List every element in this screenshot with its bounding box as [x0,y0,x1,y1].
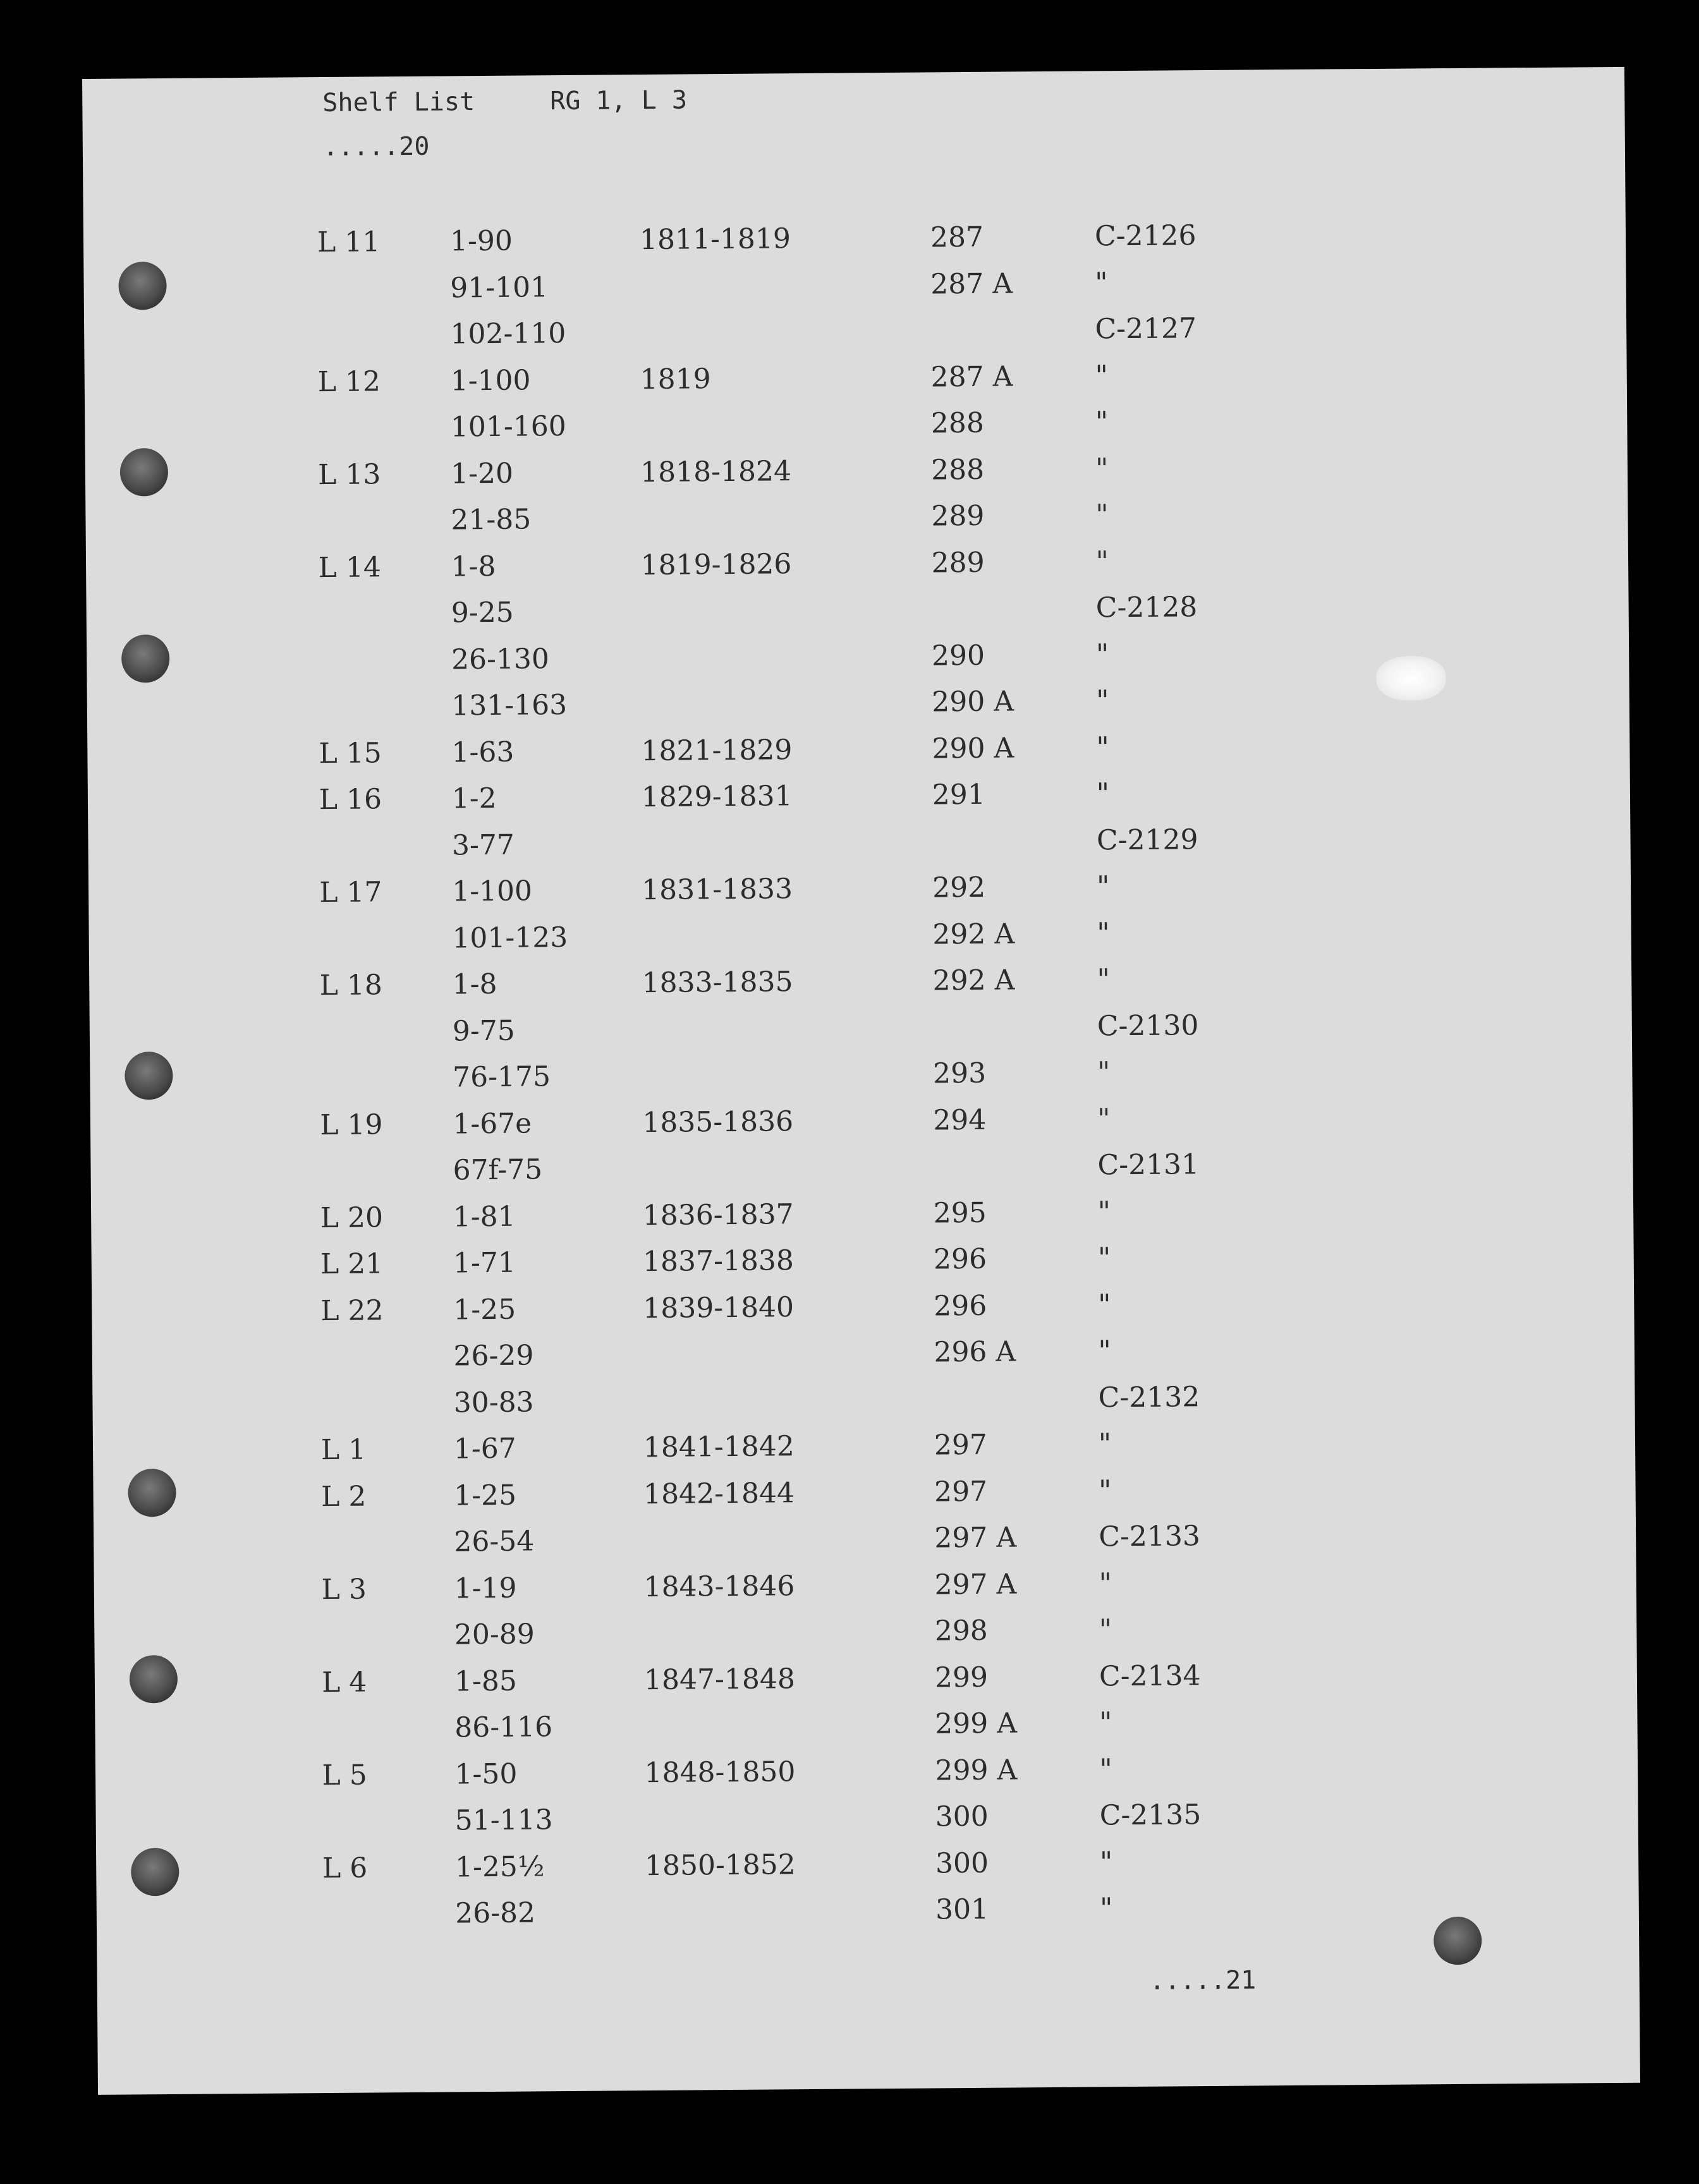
reel-cell: C-2128 [1095,591,1198,624]
punch-hole [121,634,170,683]
date-range-cell: 1848-1850 [644,1756,796,1790]
punch-hole [130,1655,178,1704]
record-group-reference: RG 1, L 3 [550,85,688,116]
item-range-cell: 26-54 [454,1525,535,1558]
volume-cell: 300 [935,1847,989,1880]
series-cell: L 14 [318,551,382,585]
volume-cell: 301 [935,1893,989,1926]
item-range-cell: 3-77 [451,828,515,862]
item-range-cell: 67f-75 [453,1153,543,1187]
item-range-cell: 131-163 [451,689,568,722]
date-range-cell: 1811-1819 [639,222,791,257]
reel-cell: C-2132 [1098,1381,1200,1414]
series-cell: L 3 [321,1573,367,1606]
item-range-cell: 9-25 [451,596,514,629]
punch-hole [120,448,169,497]
series-cell: L 20 [320,1201,384,1235]
item-range-cell: 91-101 [450,271,549,305]
item-range-cell: 1-67e [453,1107,532,1141]
volume-cell: 296 A [934,1335,1016,1369]
reel-cell: " [1097,963,1111,996]
item-range-cell: 30-83 [453,1386,534,1419]
volume-cell: 290 [931,639,985,672]
shelf-list-title: Shelf List [322,87,475,118]
item-range-cell: 1-8 [451,550,496,583]
series-cell: L 21 [320,1247,384,1281]
series-cell: L 18 [319,969,383,1002]
reel-cell: " [1097,917,1110,950]
reel-cell: " [1096,731,1109,764]
date-range-cell: 1819-1826 [640,548,792,582]
item-range-cell: 1-25 [453,1479,517,1512]
series-cell: L 2 [320,1480,367,1514]
series-cell: L 22 [320,1294,384,1328]
series-cell: L 15 [319,737,382,770]
reel-cell: " [1099,1753,1112,1786]
item-range-cell: 20-89 [454,1618,535,1651]
volume-cell: 287 A [930,360,1013,394]
item-range-cell: 26-130 [451,643,550,676]
reel-cell: " [1098,1428,1112,1460]
volume-cell: 292 A [932,964,1015,997]
reel-cell: " [1096,777,1110,810]
item-range-cell: 26-29 [453,1339,534,1373]
reel-cell: " [1095,638,1109,671]
series-cell: L 12 [317,365,381,399]
series-cell: L 16 [319,783,382,816]
reel-cell: " [1097,1056,1111,1089]
item-range-cell: 1-90 [449,224,513,258]
reel-cell: " [1099,1892,1113,1925]
item-range-cell: 1-100 [450,364,531,397]
series-cell: L 11 [317,226,381,259]
volume-cell: 296 [933,1242,987,1276]
item-range-cell: 1-19 [454,1572,517,1605]
series-cell: L 5 [322,1759,367,1792]
volume-cell: 289 [931,546,985,579]
reel-cell: C-2130 [1097,1009,1199,1043]
item-range-cell: 21-85 [451,503,532,537]
reel-cell: " [1097,1196,1111,1228]
punch-hole [125,1052,173,1100]
reel-cell: " [1095,545,1109,578]
date-range-cell: 1843-1846 [643,1570,795,1604]
reel-cell: " [1098,1335,1111,1368]
item-range-cell: 1-20 [450,457,514,490]
item-range-cell: 76-175 [452,1060,551,1094]
reel-cell: C-2135 [1099,1799,1202,1832]
reel-cell: " [1097,1242,1111,1275]
volume-cell: 299 A [935,1707,1018,1740]
volume-cell: 299 A [935,1754,1018,1787]
document-page [82,67,1640,2095]
date-range-cell: 1836-1837 [642,1198,794,1232]
date-range-cell: 1842-1844 [643,1477,795,1511]
reel-cell: " [1098,1474,1112,1507]
volume-cell: 293 [932,1057,987,1090]
volume-cell: 287 A [930,267,1013,301]
item-range-cell: 1-71 [453,1246,516,1280]
date-range-cell: 1831-1833 [642,873,793,907]
continued-from-marker: .....20 [322,131,430,162]
date-range-cell: 1833-1835 [642,966,793,1000]
date-range-cell: 1850-1852 [644,1848,796,1883]
item-range-cell: 101-160 [450,410,566,444]
punch-hole [131,1848,180,1896]
volume-cell: 292 [932,871,986,904]
item-range-cell: 1-25 [453,1293,516,1326]
item-range-cell: 1-25½ [454,1850,545,1884]
item-range-cell: 1-81 [453,1200,516,1234]
reel-cell: " [1099,1706,1112,1739]
reel-cell: " [1099,1613,1112,1646]
date-range-cell: 1847-1848 [643,1663,796,1697]
punch-hole [118,262,167,310]
date-range-cell: 1818-1824 [640,455,792,489]
reel-cell: C-2126 [1094,219,1197,253]
item-range-cell: 1-8 [452,968,497,1001]
series-cell: L 4 [321,1666,367,1699]
volume-cell: 291 [932,778,985,811]
item-range-cell: 1-2 [451,782,497,815]
volume-cell: 298 [934,1614,989,1647]
date-range-cell: 1829-1831 [641,780,793,814]
item-range-cell: 51-113 [454,1804,553,1837]
volume-cell: 296 [934,1289,987,1323]
item-range-cell: 1-85 [454,1665,518,1698]
volume-cell: 295 [933,1196,987,1230]
reel-cell: C-2133 [1099,1520,1201,1553]
reel-cell: " [1099,1846,1113,1879]
volume-cell: 292 A [932,918,1015,951]
reel-cell: " [1095,499,1109,531]
volume-cell: 289 [931,499,985,533]
date-range-cell: 1841-1842 [643,1430,795,1464]
item-range-cell: 102-110 [450,317,566,351]
volume-cell: 297 [934,1475,988,1508]
reel-cell: " [1095,406,1109,439]
reel-cell: " [1098,1289,1111,1321]
series-cell: L 6 [322,1852,368,1885]
reel-cell: C-2131 [1097,1148,1200,1182]
reel-cell: " [1095,452,1109,485]
volume-cell: 300 [935,1800,989,1833]
item-range-cell: 1-67 [453,1432,516,1465]
reel-cell: C-2129 [1096,823,1198,857]
volume-cell: 287 [930,221,984,254]
volume-cell: 297 A [934,1568,1017,1601]
punch-hole [1434,1917,1482,1965]
reel-cell: " [1099,1567,1112,1600]
series-cell: L 17 [319,876,382,909]
series-cell: L 13 [317,458,381,492]
continued-to-marker: .....21 [1149,1965,1257,1996]
reel-cell: " [1095,360,1109,392]
series-cell: L 19 [320,1108,383,1142]
reel-cell: " [1097,1103,1111,1136]
volume-cell: 294 [933,1103,987,1137]
punch-hole [128,1469,176,1517]
reel-cell: C-2134 [1099,1659,1201,1693]
reel-cell: " [1095,267,1108,300]
series-cell: L 1 [320,1433,367,1467]
volume-cell: 290 A [932,732,1014,765]
item-range-cell: 1-100 [452,875,533,908]
paper-blemish [1376,656,1446,701]
volume-cell: 297 A [934,1521,1017,1555]
item-range-cell: 26-82 [455,1896,536,1930]
date-range-cell: 1819 [640,363,711,396]
volume-cell: 290 A [932,685,1014,719]
item-range-cell: 86-116 [454,1711,553,1744]
item-range-cell: 101-123 [452,921,568,955]
item-range-cell: 9-75 [452,1014,515,1048]
reel-cell: " [1096,684,1109,717]
volume-cell: 288 [930,406,985,440]
reel-cell: " [1096,870,1110,903]
item-range-cell: 1-63 [451,736,515,769]
date-range-cell: 1839-1840 [643,1291,795,1325]
volume-cell: 297 [934,1428,988,1462]
volume-cell: 288 [930,453,985,487]
date-range-cell: 1835-1836 [642,1105,794,1139]
volume-cell: 299 [934,1661,989,1694]
date-range-cell: 1837-1838 [642,1244,795,1278]
item-range-cell: 1-50 [454,1757,518,1791]
reel-cell: C-2127 [1095,312,1197,346]
date-range-cell: 1821-1829 [641,734,793,768]
